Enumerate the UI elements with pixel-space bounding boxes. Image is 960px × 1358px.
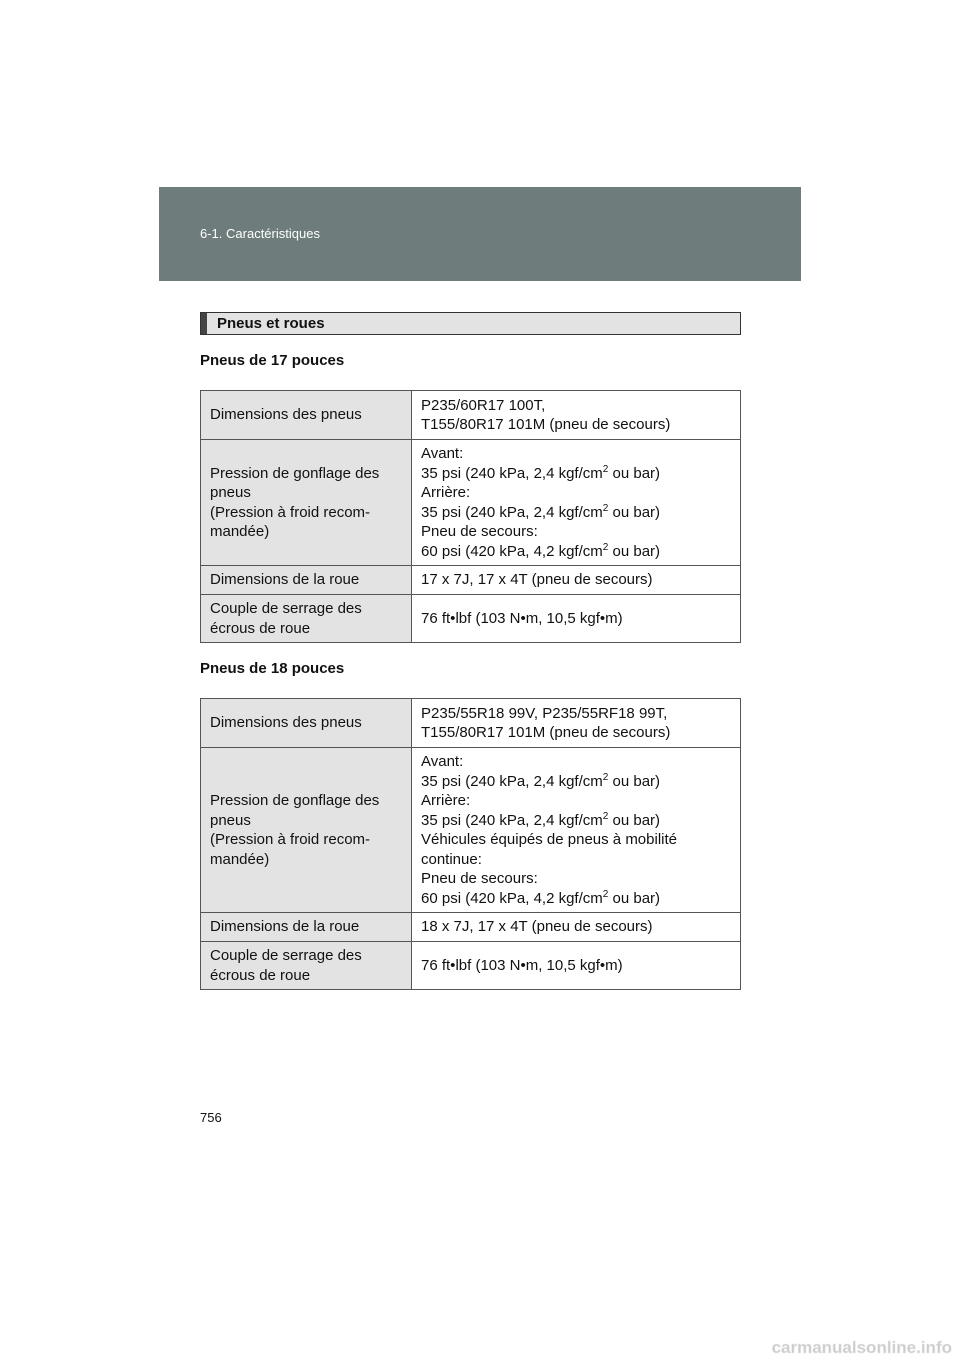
spec-value-line: continue: xyxy=(421,850,482,868)
spec-label xyxy=(201,391,412,440)
spec-value-line: Arrière: xyxy=(421,484,471,501)
section-title-marker xyxy=(201,313,207,334)
spec-label xyxy=(201,748,412,913)
spec-label-line: Dimensions de la roue xyxy=(210,571,360,589)
spec-row xyxy=(201,748,741,913)
spec-row xyxy=(201,699,741,748)
superscript: 2 xyxy=(602,463,609,475)
subheading-17: Pneus de 17 pouces xyxy=(200,352,345,369)
page-number: 756 xyxy=(200,1110,222,1125)
spec-value-line: 60 psi (420 kPa, 4,2 kgf/$cm^2$ ou bar) xyxy=(421,888,661,907)
spec-label-line: écrous de roue xyxy=(210,619,311,637)
spec-value xyxy=(412,942,741,990)
spec-value-line: P235/55R18 99V, P235/55RF18 99T, xyxy=(421,704,668,722)
spec-value-line: P235/60R17 100T, xyxy=(421,396,546,414)
section-title: Pneus et roues xyxy=(217,315,325,332)
spec-label xyxy=(201,913,412,942)
spec-label-line: Dimensions des pneus xyxy=(210,714,362,732)
spec-label-line: Couple de serrage des xyxy=(210,600,362,617)
spec-value-line: T155/80R17 101M (pneu de secours) xyxy=(421,416,671,433)
spec-label-line: Pression de gonflage des xyxy=(210,464,380,482)
spec-value xyxy=(412,913,741,942)
spec-value-line: 18 x 7J, 17 x 4T (pneu de secours) xyxy=(421,918,653,936)
spec-label-line: Pression de gonflage des xyxy=(210,792,380,809)
spec-row xyxy=(201,942,741,990)
spec-row xyxy=(201,595,741,643)
spec-value-line: T155/80R17 101M (pneu de secours) xyxy=(421,724,671,741)
spec-label-line: écrous de roue xyxy=(210,966,311,984)
spec-value-line: 35 psi (240 kPa, 2,4 kgf/$cm^2$ ou bar) xyxy=(421,463,661,482)
spec-label-line: (Pression à froid recom- xyxy=(210,503,371,521)
spec-value-line: Pneu de secours: xyxy=(421,523,538,540)
spec-value-line: 35 psi (240 kPa, 2,4 kgf/$cm^2$ ou bar) xyxy=(421,771,661,790)
spec-value-line: Avant: xyxy=(421,445,464,462)
spec-value-line: Arrière: xyxy=(421,792,471,809)
spec-value-line: Pneu de secours: xyxy=(421,870,538,887)
superscript: 2 xyxy=(602,771,609,783)
spec-label-line: mandée) xyxy=(210,523,270,540)
spec-label xyxy=(201,942,412,990)
watermark-logo xyxy=(0,1338,960,1358)
spec-label-line: mandée) xyxy=(210,850,270,868)
spec-row xyxy=(201,391,741,440)
spec-value-line: Avant: xyxy=(421,753,464,770)
superscript: 2 xyxy=(602,502,609,514)
spec-value xyxy=(412,748,741,913)
spec-value-line: 35 psi (240 kPa, 2,4 kgf/$cm^2$ ou bar) xyxy=(421,810,661,829)
superscript: 2 xyxy=(602,541,609,553)
section-title-box xyxy=(200,312,741,335)
superscript: 2 xyxy=(602,888,609,900)
svg-text:carmanualsonline.info: carmanualsonline.info xyxy=(771,1338,952,1357)
spec-value-line: 76 ft•lbf (103 N•m, 10,5 kgf•m) xyxy=(421,609,623,627)
spec-value-line: Véhicules équipés de pneus à mobilité xyxy=(421,831,678,848)
spec-value xyxy=(412,391,741,440)
spec-table-18 xyxy=(200,698,741,990)
spec-table-body xyxy=(201,699,741,990)
spec-row xyxy=(201,566,741,595)
spec-value xyxy=(412,699,741,748)
superscript: 2 xyxy=(602,810,609,822)
spec-label-line: Dimensions de la roue xyxy=(210,918,360,936)
subheading-18: Pneus de 18 pouces xyxy=(200,660,345,677)
spec-value-line: 76 ft•lbf (103 N•m, 10,5 kgf•m) xyxy=(421,956,623,974)
spec-table-body xyxy=(201,391,741,643)
spec-label-line: Dimensions des pneus xyxy=(210,406,362,424)
spec-value xyxy=(412,440,741,566)
spec-value xyxy=(412,595,741,643)
chapter-header: 6-1. Caractéristiques xyxy=(200,226,320,241)
spec-table-17 xyxy=(200,390,741,643)
spec-label-line: (Pression à froid recom- xyxy=(210,831,371,848)
spec-label xyxy=(201,566,412,595)
spec-value-line: 60 psi (420 kPa, 4,2 kgf/$cm^2$ ou bar) xyxy=(421,541,661,560)
spec-label-line: pneus xyxy=(210,484,251,501)
spec-label-line: Couple de serrage des xyxy=(210,947,362,964)
spec-label xyxy=(201,699,412,748)
spec-value-line: 17 x 7J, 17 x 4T (pneu de secours) xyxy=(421,571,653,589)
spec-label xyxy=(201,440,412,566)
spec-value xyxy=(412,566,741,595)
spec-label-line: pneus xyxy=(210,811,251,829)
spec-label xyxy=(201,595,412,643)
spec-row xyxy=(201,913,741,942)
spec-value-line: 35 psi (240 kPa, 2,4 kgf/$cm^2$ ou bar) xyxy=(421,502,661,521)
spec-row xyxy=(201,440,741,566)
